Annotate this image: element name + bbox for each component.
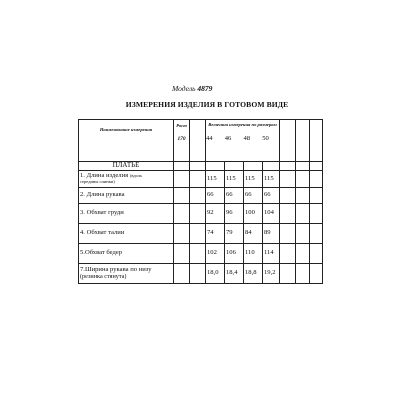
table-row (79, 264, 323, 284)
row-value: 96 (225, 204, 244, 224)
row-value: 115 (244, 171, 263, 188)
empty-cell (174, 204, 190, 224)
row-value: 92 (206, 204, 225, 224)
size-value: 46 (224, 135, 232, 142)
empty-cell (190, 171, 206, 188)
size-value: 44 (206, 135, 213, 142)
empty-cell (310, 188, 323, 204)
row-value: 115 (225, 171, 244, 188)
row-label-note: (вдоль (129, 173, 143, 179)
empty-cell (174, 162, 190, 171)
empty-cell (310, 204, 323, 224)
empty-cell (280, 188, 296, 204)
empty-cell (310, 224, 323, 244)
empty-cell (280, 244, 296, 264)
header-sizes-cell (206, 120, 280, 162)
empty-cell (310, 162, 323, 171)
empty-cell (310, 120, 323, 162)
empty-cell (280, 171, 296, 188)
row-value: 84 (244, 224, 263, 244)
row-label: 5.Обхват бедер (79, 244, 174, 264)
empty-cell (244, 162, 263, 171)
empty-cell (263, 162, 280, 171)
header-sizes-caption: Величина измерения по размерам (208, 122, 277, 127)
empty-cell (296, 224, 310, 244)
row-label: 2. Длина рукава (79, 188, 174, 204)
row-value: 106 (225, 244, 244, 264)
size-value: 50 (262, 135, 269, 142)
row-value: 115 (263, 171, 280, 188)
empty-cell (280, 162, 296, 171)
row-value: 115 (206, 171, 225, 188)
empty-cell (174, 244, 190, 264)
empty-cell (310, 264, 323, 284)
measurements-table (78, 119, 323, 284)
row-label: 4. Обхват талии (79, 224, 174, 244)
header-rost-label: Рост (176, 123, 187, 128)
empty-cell (280, 224, 296, 244)
row-label: 3. Обхват груди (79, 204, 174, 224)
row-label: 1. Длина изделия (80, 172, 129, 180)
row-value: 66 (206, 188, 225, 204)
empty-cell (296, 244, 310, 264)
empty-cell (296, 120, 310, 162)
empty-cell (296, 162, 310, 171)
row-label-cell (79, 264, 174, 284)
empty-cell (280, 264, 296, 284)
empty-cell (206, 162, 225, 171)
header-name-cell (79, 120, 174, 162)
empty-cell (310, 171, 323, 188)
row-label-cell (79, 171, 174, 188)
row-value: 18,0 (206, 264, 225, 284)
row-value: 89 (263, 224, 280, 244)
table-row (79, 204, 323, 224)
row-value: 66 (244, 188, 263, 204)
row-value: 74 (206, 224, 225, 244)
table-row (79, 224, 323, 244)
row-label-sub: середины спинки) (80, 179, 115, 185)
document-title: ИЗМЕРЕНИЯ ИЗДЕЛИЯ В ГОТОВОМ ВИДЕ (125, 100, 289, 109)
table-row (79, 171, 323, 188)
model-number: 4879 (197, 84, 213, 93)
table-row (79, 188, 323, 204)
empty-cell (174, 171, 190, 188)
row-value: 18,8 (244, 264, 263, 284)
row-value: 102 (206, 244, 225, 264)
empty-cell (190, 224, 206, 244)
empty-cell (174, 188, 190, 204)
empty-cell (174, 264, 190, 284)
empty-cell (280, 120, 296, 162)
row-label: 7.Ширина рукава по низу (80, 265, 152, 273)
empty-cell (296, 188, 310, 204)
row-value: 79 (225, 224, 244, 244)
header-name: Наименование измерения (99, 127, 153, 132)
row-value: 19,2 (263, 264, 280, 284)
empty-cell (190, 162, 206, 171)
row-value: 66 (263, 188, 280, 204)
table-header-row (79, 120, 323, 162)
row-value: 104 (263, 204, 280, 224)
empty-cell (174, 224, 190, 244)
empty-cell (190, 264, 206, 284)
row-value: 66 (225, 188, 244, 204)
empty-cell (190, 244, 206, 264)
size-value: 48 (243, 135, 251, 142)
table-row (79, 244, 323, 264)
empty-cell (190, 204, 206, 224)
model-caption (172, 84, 212, 93)
row-label-sub: (резинка стянута) (80, 272, 127, 280)
header-rost-value: 170 (177, 135, 186, 142)
empty-cell (296, 171, 310, 188)
empty-cell (225, 162, 244, 171)
empty-cell (310, 244, 323, 264)
empty-cell (296, 264, 310, 284)
section-label: ПЛАТЬЕ (79, 162, 174, 171)
row-value: 114 (263, 244, 280, 264)
empty-cell (296, 204, 310, 224)
empty-cell (190, 188, 206, 204)
model-label: Модель (172, 84, 196, 93)
empty-cell (280, 204, 296, 224)
header-rost-cell (174, 120, 190, 162)
row-value: 18,4 (225, 264, 244, 284)
row-value: 100 (244, 204, 263, 224)
header-size-values (206, 131, 279, 143)
header-empty-cell (190, 120, 206, 162)
section-row (79, 162, 323, 171)
row-value: 110 (244, 244, 263, 264)
